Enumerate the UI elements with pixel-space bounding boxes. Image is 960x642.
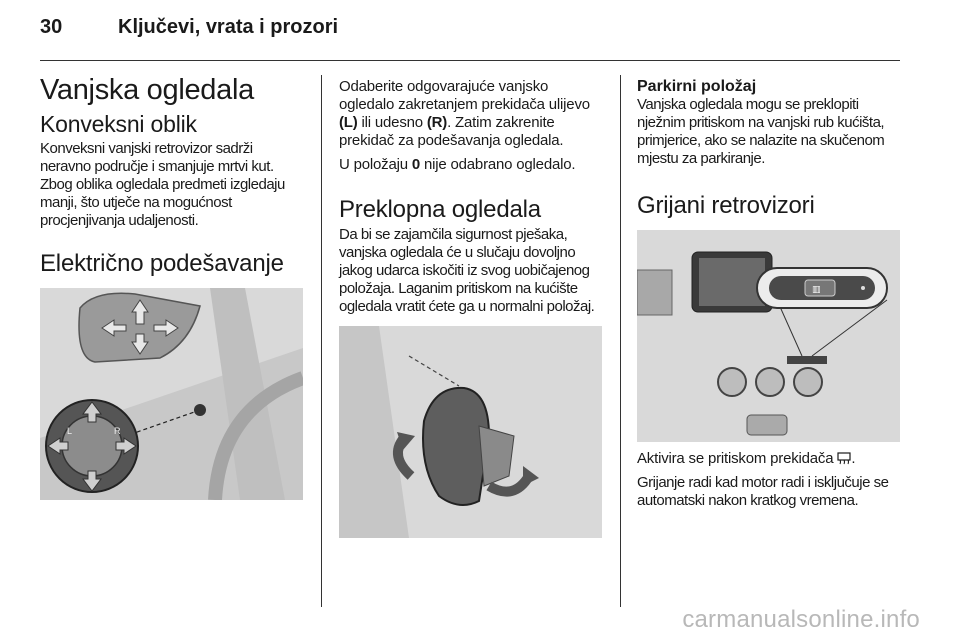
column-divider-1	[321, 75, 322, 607]
column-2	[339, 66, 607, 546]
paragraph-parking: Vanjska ogledala mogu se preklopiti nježnim pritiskom na vanjski rub kućišta, primjerice, ako se nalazite na skučenom mjestu za parkiranje.	[637, 96, 885, 167]
column-divider-2	[620, 75, 621, 607]
column-3	[637, 66, 907, 516]
paragraph-position-zero: U položaju 0 nije odabrano ogledalo.	[339, 156, 576, 173]
heated-mirror-icon	[837, 452, 851, 465]
svg-text:R: R	[114, 426, 121, 436]
watermark: carmanualsonline.info	[682, 606, 920, 633]
heated-mirror-switch-illustration	[637, 230, 900, 442]
svg-text:▥: ▥	[812, 285, 821, 295]
paragraph-folding: Da bi se zajamčila sigurnost pješaka, vanjska ogledala će u slučaju dovoljno jakog udarca iskočiti iz svog uobičajenog položaja. Laganim pritiskom na kućište ogledala vratit ćete ga u normalni položaj.	[339, 226, 595, 315]
heading-parking-position: Parkirni položaj	[637, 78, 757, 95]
header-rule	[40, 60, 900, 61]
column-1	[40, 66, 306, 508]
mirror-switch-illustration	[40, 288, 303, 500]
section-title-mirrors: Vanjska ogledala	[40, 74, 254, 106]
chapter-title: Ključevi, vrata i prozori	[118, 16, 339, 38]
heading-heated-mirrors: Grijani retrovizori	[637, 192, 815, 219]
paragraph-convex: Konveksni vanjski retrovizor sadrži neravno područje i smanjuje mrtvi kut. Zbog oblika ogledala predmeti izgledaju manji, što utječe na mogućnost procjenjivanja udaljenosti.	[40, 140, 285, 229]
heading-folding-mirrors: Preklopna ogledala	[339, 196, 541, 223]
heading-convex: Konveksni oblik	[40, 111, 197, 137]
paragraph-heat-operation: Grijanje radi kad motor radi i isključuje se automatski nakon kratkog vremena.	[637, 474, 889, 509]
heading-electric-adjust: Električno podešavanje	[40, 250, 284, 277]
page-number: 30	[40, 16, 63, 38]
svg-text:L: L	[67, 426, 73, 436]
paragraph-heat-activate: Aktivira se pritiskom prekidača .	[637, 450, 856, 467]
paragraph-select-mirror: Odaberite odgovarajuće vanjsko ogledalo zakretanjem prekidača ulijevo (L) ili udesno (R). Zatim zakrenite prekidač za podešavanja ogledala.	[339, 78, 590, 149]
folding-mirror-illustration	[339, 326, 602, 538]
